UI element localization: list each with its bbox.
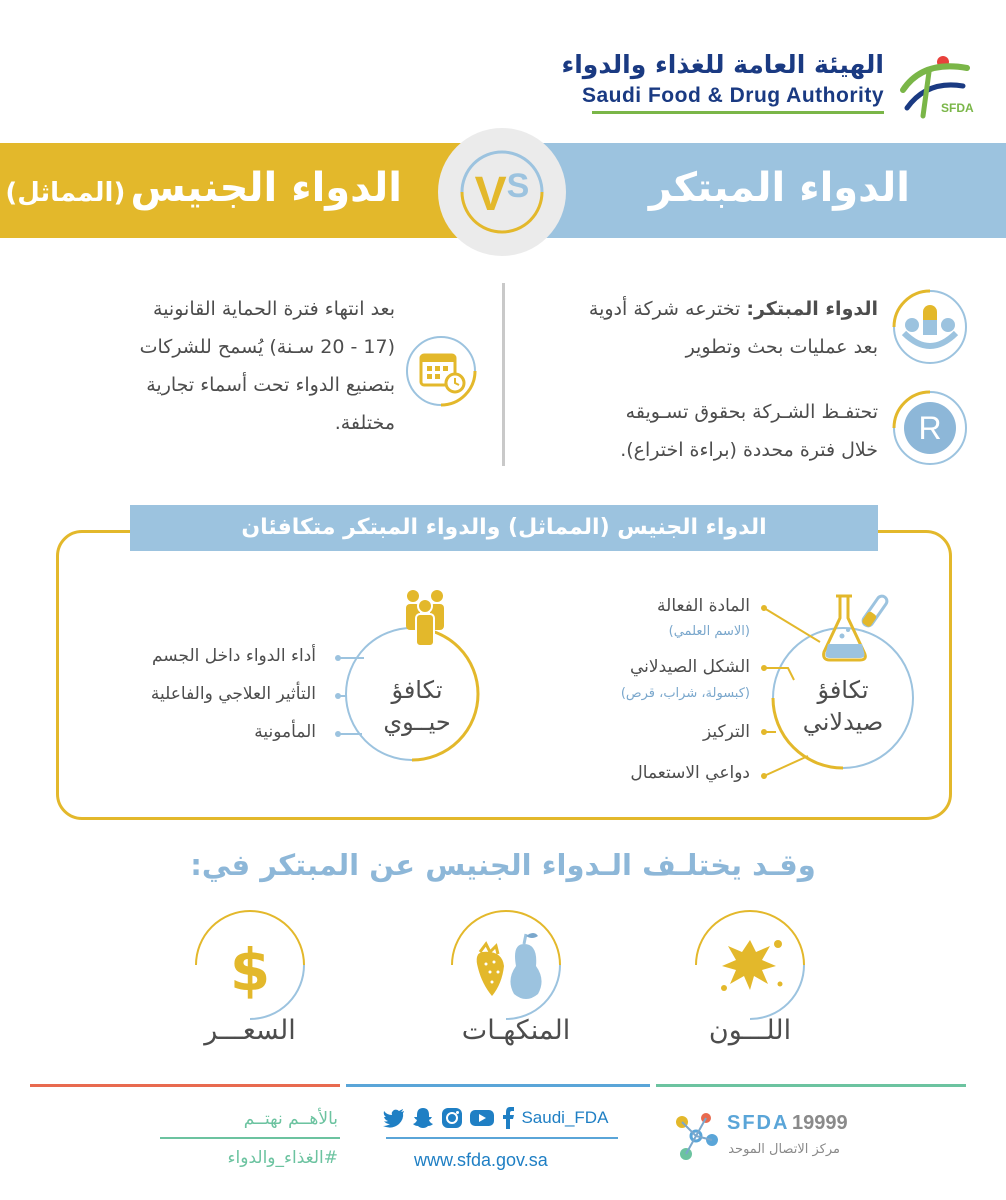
- sfda-logo-icon: [893, 50, 975, 122]
- equivalence-title: الدواء الجنيس (المماثل) والدواء المبتكر متكافئان: [130, 505, 878, 551]
- pharma-item-dosage-form: الشكل الصيدلاني: [629, 657, 750, 677]
- generic-title: الدواء الجنيس: [130, 165, 402, 211]
- pharma-label-line1: تكافؤ: [817, 676, 869, 704]
- innovator-title: الدواء المبتكر: [648, 165, 910, 211]
- generic-description: [15, 290, 395, 442]
- contact-center-icon: [672, 1110, 720, 1166]
- bio-label-line1: تكافؤ: [391, 676, 443, 704]
- footer-line-red: [30, 1084, 340, 1087]
- hotline-number[interactable]: 19999: [792, 1112, 848, 1134]
- generic-line2: (17 - 20 سـنة) يُسمح للشركات: [139, 336, 395, 358]
- people-group-icon: [402, 586, 448, 648]
- fruit-icon: [446, 910, 566, 1020]
- innovator-definition-line2: بعد عمليات بحث وتطوير: [685, 336, 878, 358]
- pharma-equivalence-label: [788, 674, 898, 738]
- hotline-name: SFDA: [727, 1112, 790, 1134]
- dollar-symbol: $: [229, 936, 271, 1004]
- lab-flask-icon: [818, 590, 898, 668]
- innovator-rights: [518, 393, 878, 469]
- r-symbol: R: [918, 410, 942, 446]
- innovator-definition: [518, 290, 878, 366]
- bio-label-line2: حيــوي: [383, 708, 451, 736]
- pharma-item-indications: دواعي الاستعمال: [630, 763, 750, 783]
- footer-line-green: [656, 1084, 966, 1087]
- innovator-rights-line1: تحتفـظ الشـركة بحقوق تسـويقه: [625, 401, 878, 423]
- innovator-definition-line1: تخترعه شركة أدوية: [588, 298, 741, 320]
- social-handle[interactable]: Saudi_FDA: [521, 1108, 609, 1127]
- generic-line1: بعد انتهاء فترة الحماية القانونية: [153, 298, 395, 320]
- generic-line3: بتصنيع الدواء تحت أسماء تجارية: [146, 374, 395, 396]
- definitions-divider: [502, 283, 505, 466]
- footer-line-blue: [346, 1084, 650, 1087]
- vs-text: VS: [474, 167, 530, 221]
- social-divider: [386, 1137, 618, 1139]
- pharma-item-active-ingredient-sub: (الاسم العلمي): [668, 624, 750, 639]
- bio-equivalence-label: [362, 674, 472, 738]
- pills-icon: [890, 287, 970, 367]
- slogan: بالأهــم نهتــم: [243, 1109, 338, 1129]
- slogan-divider: [160, 1137, 340, 1139]
- logo-badge: SFDA: [941, 101, 974, 115]
- pharma-item-concentration: التركيز: [702, 722, 750, 742]
- generic-title-group: [5, 165, 402, 211]
- youtube-icon[interactable]: [469, 1106, 495, 1130]
- bio-item-efficacy: التأثير العلاجي والفاعلية: [150, 684, 316, 704]
- twitter-icon[interactable]: [382, 1106, 406, 1130]
- snapchat-icon[interactable]: [411, 1106, 435, 1130]
- pharma-item-active-ingredient: المادة الفعالة: [657, 596, 750, 616]
- registered-icon: [890, 388, 970, 468]
- pharma-item-dosage-form-sub: (كبسولة، شراب، قرص): [620, 686, 750, 701]
- bio-item-safety: المأمونية: [254, 722, 316, 742]
- pharma-label-line2: صيدلاني: [802, 708, 884, 736]
- hashtag[interactable]: #الغذاء_والدواء: [227, 1148, 338, 1168]
- dollar-icon: [190, 910, 310, 1020]
- differences-title: وقـد يختلـف الـدواء الجنيس عن المبتكر في:: [190, 848, 816, 882]
- bio-item-performance: أداء الدواء داخل الجسم: [151, 646, 316, 666]
- hotline-subtitle: مركز الاتصال الموحد: [728, 1142, 840, 1157]
- org-name-arabic: الهيئة العامة للغذاء والدواء: [561, 50, 884, 79]
- innovator-rights-line2: خلال فترة محددة (براءة اختراع).: [620, 439, 878, 461]
- calendar-clock-icon: [403, 333, 479, 409]
- social-bar: [382, 1106, 608, 1132]
- facebook-icon[interactable]: [500, 1106, 516, 1130]
- difference-flavors: المنكهـات: [461, 1015, 571, 1046]
- generic-title-suffix: (المماثل): [5, 178, 126, 208]
- logo-underline: [592, 111, 884, 114]
- paint-splash-icon: [690, 910, 810, 1020]
- difference-color: اللـــون: [708, 1015, 792, 1046]
- org-name-english: Saudi Food & Drug Authority: [581, 84, 884, 107]
- instagram-icon[interactable]: [440, 1106, 464, 1130]
- generic-line4: مختلفة.: [334, 412, 395, 434]
- innovator-definition-term: الدواء المبتكر:: [746, 298, 878, 320]
- difference-price: السعـــر: [204, 1015, 296, 1046]
- website-link[interactable]: www.sfda.gov.sa: [414, 1150, 548, 1170]
